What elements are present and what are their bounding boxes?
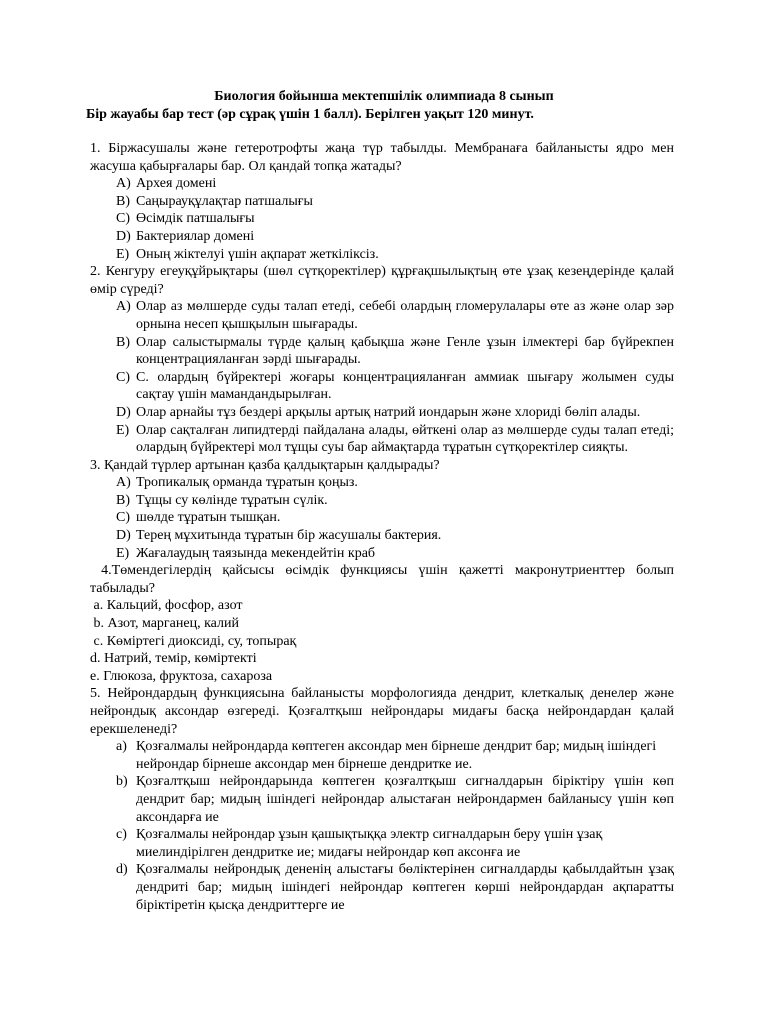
question-4-option-b: b. Азот, марганец, калий <box>90 616 239 632</box>
question-4-option-a: a. Кальций, фосфор, азот <box>90 598 243 614</box>
question-2-option-e: E) Олар сақталған липидтерді пайдалана алады, өйткені олар аз мөлшерде суды талап етеді; олардың бүйректері мол тұщы суы бар аймақтарда тұратын сүтқоректілер сияқты. <box>116 422 674 456</box>
question-3-option-e: E) Жағалаудың таязында мекендейтін краб <box>116 545 376 561</box>
question-3-text: 3. Қандай түрлер артынан қазба қалдықтарын қалдырады? <box>90 457 440 473</box>
question-1-option-e: E) Оның жіктелуі үшін ақпарат жеткіліксіз. <box>116 246 379 262</box>
question-5-text: 5. Нейрондардың функциясына байланысты морфологияда дендрит, клеткалық денелер және нейрондық аксондар өзгереді. Қозғалтқыш нейрондары мидағы басқа нейрондардан қалай ерекшеленеді? <box>90 686 674 737</box>
document-title: Биология бойынша мектепшілік олимпиада 8 сынып <box>214 89 554 104</box>
question-4-option-c: c. Көміртегі диоксиді, су, топырақ <box>90 633 297 649</box>
question-3-option-b: B) Тұщы су көлінде тұратын сүлік. <box>116 492 328 508</box>
document-subtitle: Бір жауабы бар тест (әр сұрақ үшін 1 балл). Берілген уақыт 120 минут. <box>86 107 534 122</box>
questions <box>90 140 678 914</box>
question-3-options <box>90 474 674 562</box>
question-2-options <box>90 298 674 456</box>
question-3-option-c: C) шөлде тұратын тышқан. <box>116 510 281 526</box>
question-2-text: 2. Кенгуру егеуқұйрықтары (шөл сүтқоректілер) құрғақшылықтың өте ұзақ кезеңдерінде қалай өмір сүреді? <box>90 264 674 297</box>
question-1-option-a: A) Архея домені <box>116 176 217 192</box>
question-1-option-c: C) Өсімдік патшалығы <box>116 211 255 227</box>
question-4-text: 4.Төмендегілердің қайсысы өсімдік функциясы үшін қажетті макронутриенттер болып табылады? <box>90 563 678 596</box>
question-2-option-d: D) Олар арнайы тұз бездері арқылы артық натрий иондарын және хлориді бөліп алады. <box>116 404 641 420</box>
question-5-options <box>90 738 674 914</box>
question-1-option-b: B) Саңырауқұлақтар патшалығы <box>116 193 313 209</box>
question-3-option-d: D) Терең мұхитында тұратын бір жасушалы бактерия. <box>116 528 442 544</box>
question-5-option-b: b) Қозғалтқыш нейрондарында көптеген қозғалтқыш сигналдарын біріктіру үшін көп дендрит бар; мидың ішіндегі нейрондар алыстаған нейрондармен байланысу үшін көп аксондарға ие <box>116 774 674 825</box>
question-1-options <box>90 175 674 263</box>
question-4-option-d: d. Натрий, темір, көміртекті <box>90 651 257 667</box>
question-5-option-d: d) Қозғалмалы нейрондық дененің алыстағы бөліктерінен сигналдарды қабылдайтын ұзақ дендриті бар; мидың ішіндегі нейрондар көптеген көрші нейрондардан ақпаратты біріктіретін қысқа дендриттерге ие <box>116 862 674 913</box>
question-2-option-b: B) Олар салыстырмалы түрде қалың қабықша және Генле ұзын ілмектері бар бүйрекпен концентрацияланған зәрді шығарады. <box>116 334 674 368</box>
question-5-option-a: a) Қозғалмалы нейрондарда көптеген аксондар мен бірнеше дендрит бар; мидың ішіндегі нейрондар бірнеше аксондар мен бірнеше дендритке ие. <box>116 739 657 772</box>
question-1-text: 1. Біржасушалы және гетеротрофты жаңа түр табылды. Мембранаға байланысты ядро мен жасуша қабырғалары бар. Ол қандай топқа жатады? <box>90 141 674 174</box>
question-2-option-a: A) Олар аз мөлшерде суды талап етеді, себебі олардың гломерулалары өте аз және олар зәр орнына несеп қышқылын шығарады. <box>116 299 674 332</box>
question-3-option-a: A) Тропикалық орманда тұратын қоңыз. <box>116 475 358 491</box>
question-1-option-d: D) Бактериялар домені <box>116 228 255 244</box>
question-5-option-c: c) Қозғалмалы нейрондар ұзын қашықтыққа электр сигналдарын беру үшін ұзақ миелиндірілген дендритке ие; мидағы нейрондар көп аксонға ие <box>116 827 603 860</box>
question-2-option-c: C) С. олардың бүйректері жоғары концентрацияланған аммиак шығару жолымен суды сақтау үшін мамандандырылған. <box>116 369 674 403</box>
question-4-option-e: e. Глюкоза, фруктоза, сахароза <box>90 668 273 684</box>
